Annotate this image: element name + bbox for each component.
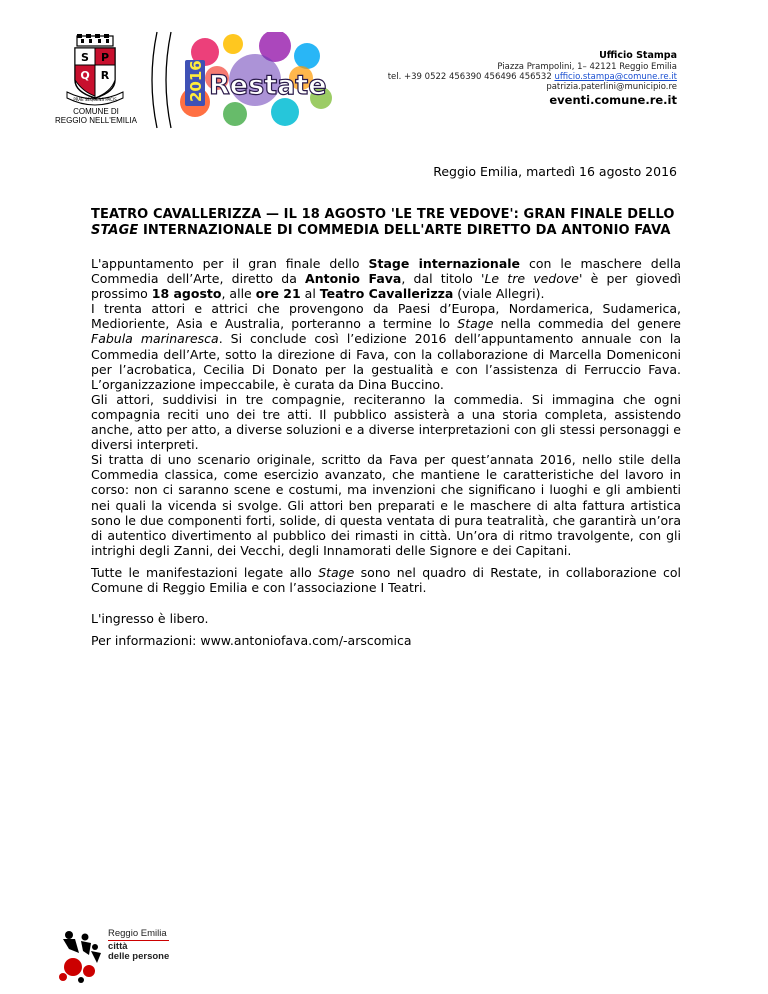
- website-label: eventi.comune.re.it: [549, 93, 677, 107]
- restate-word: Restate: [209, 70, 327, 101]
- title-part-2: INTERNAZIONALE DI COMMEDIA DELL'ARTE DIRETTO DA ANTONIO FAVA: [142, 223, 671, 238]
- crest-letter-r: R: [100, 69, 110, 82]
- press-office-block: [317, 50, 677, 108]
- title-italic-stage: STAGE: [91, 223, 139, 238]
- release-body: [91, 256, 681, 648]
- footer-text: [108, 929, 169, 962]
- divider-bracket: [145, 30, 175, 130]
- restate-year: 2016: [187, 60, 205, 102]
- office-phone: tel. +39 0522 456390 456496 456532: [387, 72, 552, 82]
- restate-2016-logo: [175, 32, 335, 128]
- title-part-1: TEATRO CAVALLERIZZA — IL 18 AGOSTO 'LE TRE VEDOVE': GRAN FINALE DELLO: [91, 207, 675, 222]
- email-paterlini: patrizia.paterlini@municipio.re: [546, 82, 677, 92]
- paragraph-entry: L'ingresso è libero.: [91, 611, 209, 627]
- office-address: Piazza Prampolini, 1– 42121 Reggio Emilia: [497, 62, 677, 72]
- crest-letter-q: Q: [80, 69, 90, 82]
- release-date: Reggio Emilia, martedì 16 agosto 2016: [433, 164, 677, 179]
- crest-motto: PRAE SEQUENS PACIS: [73, 97, 117, 102]
- citta-delle-persone-logo: [55, 925, 255, 985]
- paragraph-info: Per informazioni: www.antoniofava.com/-arscomica: [91, 633, 412, 649]
- comune-line-2: REGGIO NELL'EMILIA: [55, 116, 137, 125]
- email-link-ufficio-stampa[interactable]: ufficio.stampa@comune.re.it: [554, 72, 677, 82]
- footer-line-1: Reggio Emilia: [108, 929, 169, 941]
- crest-letter-p: P: [100, 51, 110, 64]
- footer-line-3: delle persone: [108, 951, 170, 962]
- paragraph-2: I trenta attori e attrici che provengono da Paesi d’Europa, Nordamerica, Sudamerica, Medioriente, Asia e Australia, porteranno a termine lo Stage nella commedia del genere Fabula marinaresca. Si conclude così l’edizione 2016 dell’appuntamento annuale con la Commedia dell’Arte, sotto la direzione di Fava, con la collaborazione di Marcella Domeniconi per l’acrobatica, Cecilia Di Donato per la gestualità e con l’assistenza di Ferruccio Fava. L’organizzazione impeccabile, è curata da Dina Buccino.: [91, 301, 681, 392]
- office-contacts: [317, 72, 677, 82]
- paragraph-3: Gli attori, suddivisi in tre compagnie, reciteranno la commedia. Si immagina che ogni compagnia reciti uno dei tre atti. Il pubblico assisterà a una storia completa, assistendo anche, atto per atto, a diverse soluzioni e a diverse interpretazioni con gli stessi personaggi e diversi interpreti.: [91, 391, 681, 453]
- office-title: Ufficio Stampa: [599, 50, 677, 61]
- release-title: [91, 207, 681, 239]
- people-figures-icon: [55, 925, 107, 985]
- crest-letter-s: S: [81, 51, 89, 64]
- paragraph-5: Tutte le manifestazioni legate allo Stage sono nel quadro di Restate, in collaborazione col Comune di Reggio Emilia e con l’associazione I Teatri.: [91, 564, 681, 595]
- comune-name: [50, 107, 142, 125]
- paragraph-1: L'appuntamento per il gran finale dello Stage internazionale con le maschere della Commedia dell’Arte, diretto da Antonio Fava, dal titolo 'Le tre vedove' è per giovedì prossimo 18 agosto, alle ore 21 al Teatro Cavallerizza (viale Allegri).: [91, 256, 682, 302]
- comune-line-1: COMUNE DI: [73, 107, 119, 116]
- paragraph-4: Si tratta di uno scenario originale, scritto da Fava per quest’annata 2016, nello stile della Commedia classica, come esercizio avanzato, che mantiene le caratteristiche del lavoro in corso: non ci saranno scene e costumi, ma invenzioni che significano i luoghi e gli ambienti nei quali la vicenda si svolge. Gli attori ben preparati e le maschere di alta fattura artistica sono le due componenti forti, solide, di questa ventata di pura teatralità, che garantirà un’ora di autentico divertimento al pubblico dei rimasti in città. Un’ora di ritmo travolgente, con gli intrighi degli Zanni, dei Vecchi, degli Innamorati delle Signore e dei Capitani.: [91, 452, 681, 558]
- footer-line-2: città: [108, 941, 128, 952]
- letterhead: [0, 0, 768, 140]
